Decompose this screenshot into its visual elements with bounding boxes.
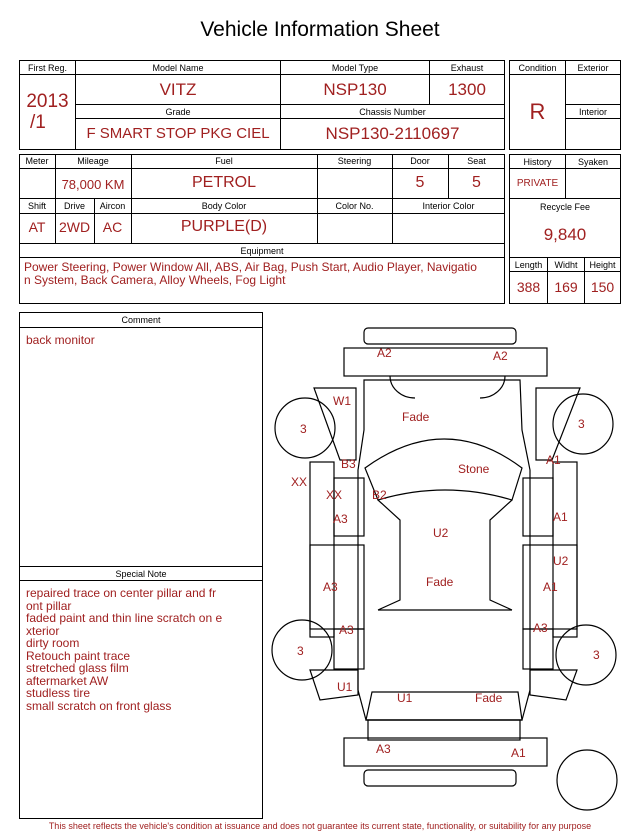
exhaust-label: Exhaust [450,63,484,73]
disclaimer-footer: This sheet reflects the vehicle's condition at issuance and does not guarantee its current state, functionality, or suitability for any purpose [48,821,592,831]
interior-label: Interior [578,107,607,117]
damage-mark: A1 [511,746,526,760]
history-label: History [523,157,552,167]
door-label: Door [410,156,430,166]
damage-mark: W1 [333,394,351,408]
height-label: Height [589,260,616,270]
damage-mark: A3 [333,512,348,526]
special-note-item: studless tire [26,686,91,700]
equipment-line-1: Power Steering, Power Window All, ABS, Air Bag, Push Start, Audio Player, Navigatio [24,260,477,274]
equipment-line-2: n System, Back Camera, Alloy Wheels, Fog Light [24,273,286,287]
sheet-title: Vehicle Information Sheet [200,18,440,41]
drive-value: 2WD [58,219,91,235]
damage-mark: Fade [426,575,454,589]
mileage-label: Mileage [77,156,109,166]
damage-mark: A3 [533,621,548,635]
damage-mark: XX [326,488,343,502]
model-name-label: Model Name [152,63,204,73]
shift-label: Shift [27,201,46,211]
damage-mark: A3 [376,742,391,756]
length-value: 388 [516,279,541,295]
model-type: NSP130 [323,80,387,99]
seat-label: Seat [467,156,486,166]
grade-label: Grade [165,107,191,117]
history-value: PRIVATE [516,178,559,189]
special-note-label: Special Note [115,569,167,579]
special-note-item: small scratch on front glass [26,698,172,713]
length-label: Length [514,260,543,270]
damage-mark: U1 [397,691,413,705]
width-label: Widht [554,260,578,270]
damage-mark: 3 [297,644,304,658]
chassis-number: NSP130-2110697 [325,124,460,143]
width-value: 169 [554,279,578,295]
equipment-label: Equipment [240,246,284,256]
special-note-item: ont pillar [26,598,72,613]
body-color-label: Body Color [201,201,247,211]
comment-text: back monitor [26,333,95,347]
damage-mark: Fade [475,691,503,705]
special-note-item: aftermarket AW [26,673,109,688]
interior-color-label: Interior Color [422,201,475,211]
drive-label: Drive [63,201,85,211]
body-color-value: PURPLE(D) [180,218,268,235]
damage-mark: 3 [300,422,307,436]
damage-mark: A1 [543,580,558,594]
first-reg-month: /1 [30,112,46,133]
damage-mark: B3 [341,457,356,471]
first-reg-label: First Reg. [27,63,67,73]
special-note-item: stretched glass film [26,661,129,675]
special-note-item: repaired trace on center pillar and fr [26,586,217,600]
aircon-label: Aircon [99,201,126,211]
meter-label: Meter [25,156,49,166]
damage-mark: Stone [458,462,490,476]
damage-mark: A3 [339,623,354,637]
exterior-label: Exterior [577,63,609,73]
recycle-fee-value: 9,840 [543,225,587,244]
damage-mark: U2 [553,554,569,568]
syaken-label: Syaken [577,157,609,167]
first-reg-year: 2013 [26,91,69,112]
height-value: 150 [590,279,615,295]
damage-mark: U2 [433,526,449,540]
special-note-item: xterior [26,623,60,638]
seat-value: 5 [472,174,481,191]
comment-label: Comment [121,315,161,325]
exhaust-value: 1300 [448,80,486,99]
color-no-label: Color No. [335,201,374,211]
shift-value: AT [28,219,46,235]
model-type-label: Model Type [331,63,379,73]
damage-mark: A2 [377,346,392,360]
door-value: 5 [415,174,425,191]
damage-mark: 3 [578,417,585,431]
damage-mark: 3 [593,648,600,662]
recycle-fee-label: Recycle Fee [539,202,591,212]
model-name: VITZ [159,80,197,99]
damage-mark: Fade [402,410,430,424]
damage-mark: A2 [493,349,508,363]
damage-mark: U1 [337,680,353,694]
condition-label: Condition [518,63,557,73]
mileage-value: 78,000 KM [61,177,125,192]
special-note-item: faded paint and thin line scratch on e [26,611,223,625]
grade-value: F SMART STOP PKG CIEL [86,125,270,142]
fuel-label: Fuel [215,156,233,166]
aircon-value: AC [102,219,123,235]
damage-mark: XX [291,475,308,489]
steering-label: Steering [337,156,372,166]
damage-mark: B2 [372,488,387,502]
damage-mark: A3 [323,580,338,594]
damage-mark: A1 [553,510,568,524]
special-note-item: dirty room [26,636,80,650]
condition-grade: R [529,99,546,124]
fuel-value: PETROL [191,174,256,191]
special-note-item: Retouch paint trace [26,648,131,663]
chassis-label: Chassis Number [359,107,426,117]
damage-mark: A1 [546,453,561,467]
